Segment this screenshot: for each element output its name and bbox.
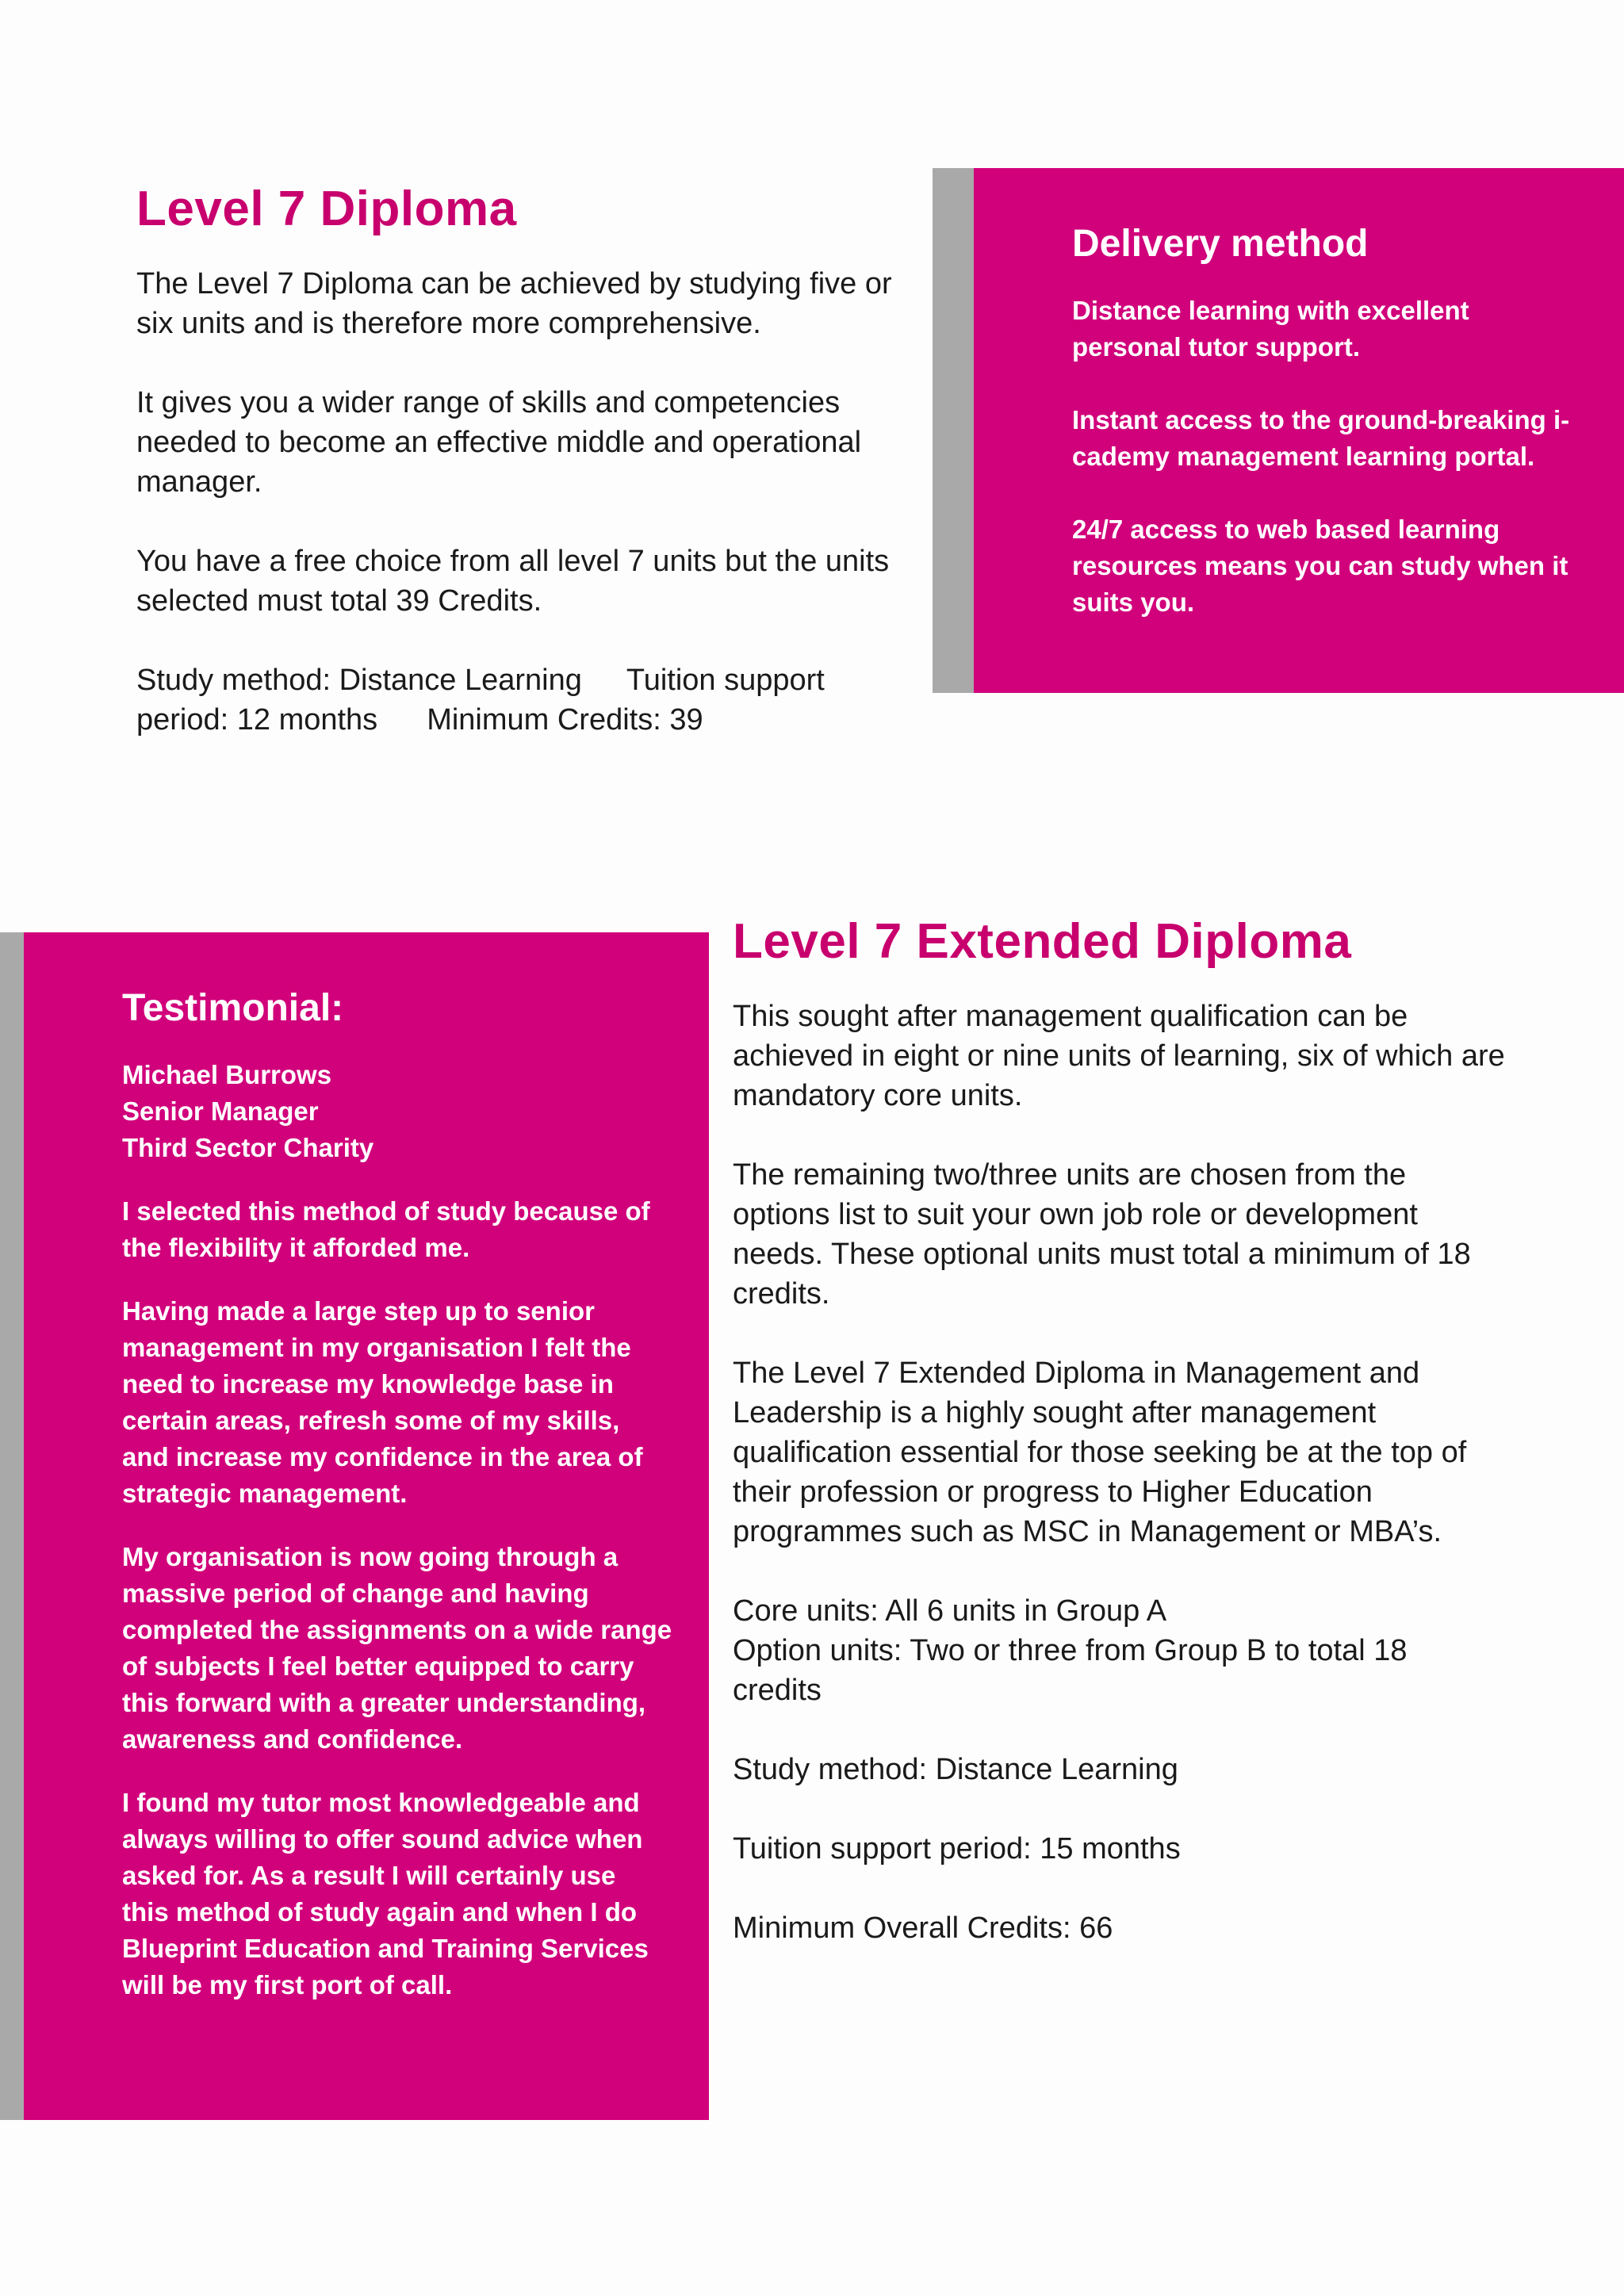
paragraph: The Level 7 Diploma can be achieved by studying five or six units and is therefore more comprehensive. [136, 267, 892, 340]
paragraph: The remaining two/three units are chosen from the options list to suit your own job role or development needs. These optional units must total a minimum of 18 credits. [733, 1158, 1471, 1311]
delivery-method-strip [933, 168, 974, 693]
paragraph: It gives you a wider range of skills and competencies needed to become an effective middle and operational manager. [136, 386, 862, 499]
tuition-support: Tuition support period: 15 months [733, 1832, 1181, 1866]
delivery-paragraph: Distance learning with excellent personal tutor support. [1072, 296, 1469, 362]
delivery-method-heading: Delivery method [1072, 223, 1369, 265]
extended-diploma-section [733, 913, 1526, 1948]
paragraph: The Level 7 Extended Diploma in Management and Leadership is a highly sought after management qualification essential for those seeking be at the top of their profession or progress to Higher Education programmes such as MSC in Management or MBA’s. [733, 1357, 1467, 1548]
delivery-paragraph: 24/7 access to web based learning resources means you can study when it suits you. [1072, 515, 1568, 617]
paragraph: You have a free choice from all level 7 units but the units selected must total 39 Credits. [136, 545, 890, 618]
testimonial-author-organisation: Third Sector Charity [122, 1133, 374, 1162]
testimonial-paragraph: I selected this method of study because of the flexibility it afforded me. [122, 1196, 650, 1262]
testimonial-paragraph: My organisation is now going through a massive period of change and having completed the assignments on a wide range of subjects I feel better equipped to carry this forward with a greater understanding, awareness and confidence. [122, 1542, 672, 1754]
units-summary [733, 1591, 1431, 1710]
tuition-support-period: period: 12 months [136, 703, 378, 737]
testimonial-paragraph: Having made a large step up to senior management in my organisation I felt the need to increase my knowledge base in certain areas, refresh some of my skills, and increase my confidence in the area of strategic management. [122, 1296, 643, 1508]
study-meta [136, 660, 898, 740]
level7-diploma-body [136, 264, 898, 740]
paragraph: This sought after management qualification can be achieved in eight or nine units of learning, six of which are mandatory core units. [733, 1000, 1505, 1112]
minimum-overall-credits: Minimum Overall Credits: 66 [733, 1911, 1113, 1945]
extended-diploma-title: Level 7 Extended Diploma [733, 914, 1352, 969]
testimonial-strip [0, 932, 24, 2120]
core-units: Core units: All 6 units in Group A [733, 1594, 1167, 1628]
testimonial-heading: Testimonial: [122, 987, 344, 1029]
testimonial-paragraph: I found my tutor most knowledgeable and always willing to offer sound advice when asked for. As a result I will certainly use this method of study again and when I do Blueprint Education and Training Services will be my first port of call. [122, 1788, 649, 1999]
extended-diploma-body [733, 997, 1526, 1948]
minimum-credits: Minimum Credits: 39 [427, 703, 703, 737]
study-method: Study method: Distance Learning [733, 1753, 1178, 1786]
testimonial-author-name: Michael Burrows [122, 1060, 332, 1089]
level7-diploma-section [136, 181, 898, 740]
tuition-support-label: Tuition support [626, 664, 825, 697]
testimonial-box [24, 932, 709, 2120]
delivery-paragraph: Instant access to the ground-breaking i-cademy management learning portal. [1072, 405, 1570, 471]
delivery-method-box [974, 168, 1624, 693]
option-units: Option units: Two or three from Group B to total 18 credits [733, 1634, 1408, 1707]
level7-diploma-title: Level 7 Diploma [136, 182, 517, 236]
study-method: Study method: Distance Learning [136, 664, 582, 697]
testimonial-author-role: Senior Manager [122, 1096, 319, 1126]
